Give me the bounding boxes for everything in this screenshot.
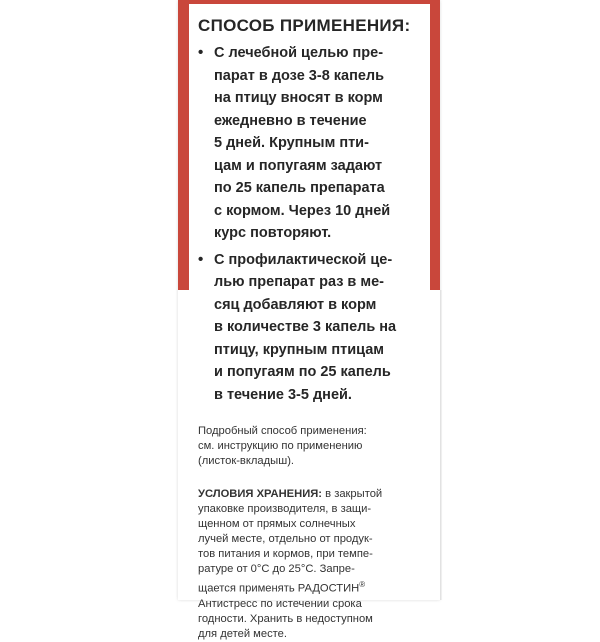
- usage-note: [198, 424, 424, 469]
- bullet-line: на птицу вносят в корм: [214, 90, 383, 106]
- bullet-treatment: [198, 42, 424, 245]
- registered-mark: ®: [359, 580, 366, 589]
- storage-line: годности. Хранить в недоступном: [198, 612, 373, 625]
- product-box-side: [178, 0, 440, 640]
- bullet-line: в течение 3-5 дней.: [214, 386, 352, 403]
- bullet-marker: •: [198, 250, 204, 268]
- bullet-line: 5 дней. Крупным пти-: [214, 135, 369, 151]
- bullet-line: парат в дозе 3-8 капель: [214, 67, 385, 84]
- bullet-marker: •: [198, 44, 204, 61]
- bullet-line: ежедневно в течение: [214, 112, 367, 129]
- instructions-panel: [198, 4, 424, 642]
- note-line: Подробный способ применения:: [198, 425, 367, 437]
- red-right-band: [430, 0, 440, 290]
- bullet-line: лью препарат раз в ме-: [214, 274, 384, 290]
- storage-line: щенном от прямых солнечных: [198, 518, 356, 530]
- storage-line: тов питания и кормов, при темпе-: [198, 548, 373, 560]
- storage-conditions: [198, 487, 424, 642]
- storage-brand-text: щается применять РАДОСТИН: [198, 582, 360, 595]
- red-left-band: [178, 0, 189, 290]
- bullet-line: птицу, крупным птицам: [214, 341, 385, 358]
- storage-line: Антистресс по истечении срока: [198, 597, 362, 610]
- storage-line: ратуре от 0°С до 25°С. Запре-: [198, 563, 355, 575]
- bullet-line: и попугаям по 25 капель: [214, 364, 391, 380]
- storage-line: для детей месте.: [198, 627, 288, 640]
- bullet-line: С лечебной целью пре-: [214, 45, 384, 61]
- bullet-line: курс повторяют.: [214, 225, 332, 241]
- storage-first-line: [198, 487, 424, 502]
- note-line: см. инструкцию по применению: [198, 440, 363, 452]
- storage-brand-line: [198, 577, 424, 597]
- box-edge-shadow: [440, 290, 442, 600]
- bullet-line: цам и попугаям задают: [214, 157, 383, 174]
- bullet-line: в количестве 3 капель на: [214, 319, 397, 335]
- bullet-line: с кормом. Через 10 дней: [214, 202, 391, 219]
- note-line: (листок-вкладыш).: [198, 455, 295, 467]
- storage-first-line-rest: в закрытой: [322, 488, 383, 500]
- bullet-line: С профилактической це-: [214, 251, 393, 268]
- storage-title: УСЛОВИЯ ХРАНЕНИЯ:: [198, 488, 323, 500]
- bullet-prevention: [198, 249, 424, 407]
- usage-heading: СПОСОБ ПРИМЕНЕНИЯ:: [198, 16, 411, 35]
- storage-line: лучей месте, отдельно от продук-: [198, 533, 373, 545]
- storage-line: упаковке производителя, в защи-: [198, 503, 372, 515]
- bullet-line: сяц добавляют в корм: [214, 296, 377, 313]
- bullet-line: по 25 капель препарата: [214, 180, 385, 196]
